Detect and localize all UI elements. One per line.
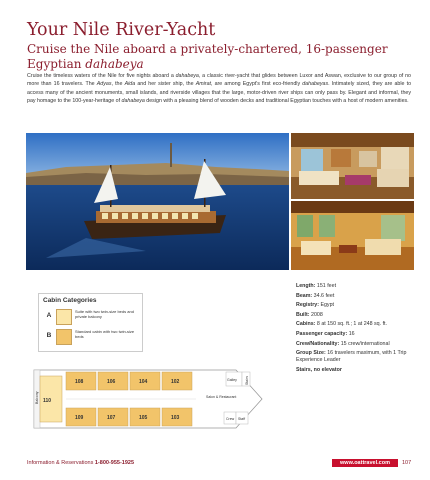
spec-value: 16 travelers maximum, with 1 Trip Experience Leader	[296, 350, 407, 364]
crew-label: Crew	[226, 417, 235, 421]
balcony-label: Balcony	[35, 391, 39, 404]
website-link[interactable]: www.oattravel.com	[332, 459, 398, 467]
spec-item	[296, 321, 414, 328]
spec-value: Egypt	[318, 302, 334, 309]
cabin-number: 106	[107, 379, 116, 385]
spec-value: 16	[347, 330, 355, 337]
deck-diagram	[26, 368, 266, 430]
intro-em: Adyas	[96, 81, 112, 88]
intro-text: . Intimately sized, they are able to access many of the ancient monuments, small islands, and riverside villages that the large, motor-driven river ships can only pass by. Elegant and informal, they pay homage to the 100-year-heritage of	[27, 81, 412, 104]
reservations-label: Information & Reservations	[27, 460, 95, 466]
phone-number[interactable]: 1-800-955-1925	[94, 460, 135, 466]
legend-item-a	[43, 308, 139, 324]
page-title: Your Nile River-Yacht	[27, 20, 216, 40]
spec-label: Built:	[296, 311, 310, 318]
spec-value: 34.6 feet	[312, 292, 335, 299]
intro-em: Amirat	[195, 81, 211, 88]
legend-swatch-b	[56, 329, 72, 345]
spec-label: Group Size:	[296, 350, 326, 357]
cabin-number: 109	[75, 415, 84, 421]
spec-label: Passenger capacity:	[296, 330, 348, 337]
spec-label: Length:	[296, 283, 316, 289]
legend-letter: A	[46, 312, 52, 319]
legend-title: Cabin Categories	[43, 297, 97, 304]
legend-item-b	[43, 328, 139, 344]
intro-text: and her sister ship, the	[135, 81, 196, 88]
spec-value: 2008	[309, 311, 323, 318]
spec-value: 151 feet	[315, 283, 337, 289]
spec-item	[296, 367, 414, 374]
cabin-number: 105	[139, 415, 148, 421]
intro-em: dahabeya	[121, 97, 145, 104]
legend-swatch-a	[56, 309, 72, 325]
spec-label: Cabins:	[296, 321, 316, 328]
ship-specs	[296, 283, 414, 376]
spec-value: 8 at 150 sq. ft.; 1 at 248 sq. ft.	[315, 321, 387, 328]
cabin-number: 107	[107, 415, 116, 421]
subtitle-emphasis: dahabeya	[85, 56, 144, 71]
spec-label: Registry:	[296, 302, 319, 309]
legend-desc: Standard cabin with two twin-size beds	[75, 329, 135, 339]
intro-text: , are among Egypt's first eco-friendly	[211, 81, 303, 88]
spec-value: 15 crew/international	[339, 340, 390, 347]
page-number: 107	[402, 460, 412, 466]
spec-item	[296, 312, 414, 319]
salon-label: Salon & Restaurant	[206, 395, 237, 399]
cabin-number: 104	[139, 379, 148, 385]
spec-item	[296, 283, 414, 290]
page-subtitle	[27, 42, 407, 71]
cabin-number: 108	[75, 379, 84, 385]
spec-item	[296, 331, 414, 338]
intro-em: dahabeyas	[302, 81, 329, 88]
cabin-number: 102	[171, 379, 180, 385]
subtitle-text: Cruise the Nile aboard a privately-chartered, 16-passenger Egyptian	[27, 42, 388, 71]
galley-label: Galley	[227, 378, 237, 382]
spec-label: Stairs, no elevator	[296, 366, 342, 373]
spec-item	[296, 350, 414, 364]
spec-item	[296, 293, 414, 300]
staff-label: Staff	[238, 417, 246, 421]
intro-text: Cruise the timeless waters of the Nile for five nights aboard a	[27, 73, 176, 79]
spec-item	[296, 302, 414, 309]
legend-desc: Suite with two twin-size beds and private balcony	[75, 309, 134, 319]
legend-letter: B	[46, 332, 52, 339]
cabin-number: 103	[171, 415, 180, 421]
spec-item	[296, 341, 414, 348]
spec-label: Crew/Nationality:	[296, 340, 340, 347]
spec-label: Beam:	[296, 292, 313, 299]
stairs-label: Stairs	[245, 376, 249, 385]
cabin-interior-photo	[291, 133, 414, 199]
salon-interior-photo	[291, 201, 414, 270]
intro-paragraph	[27, 72, 411, 105]
dahabeya-photo	[26, 133, 289, 270]
deck-plan	[26, 283, 289, 443]
cabin-number: 110	[43, 398, 52, 404]
intro-text: , the	[111, 81, 125, 88]
intro-text: design with a pleasing blend of wooden decks and traditional Egyptian touches with a host of modern amenities.	[144, 97, 409, 104]
intro-em: Aida	[124, 81, 136, 88]
cabin-legend	[38, 293, 143, 352]
intro-em: dahabeya	[175, 73, 199, 79]
intro-text: , a classic river-yacht that glides between Luxor and Aswan, exclusive to our group of no more than 16 travelers. The	[27, 73, 411, 88]
reservations-info	[27, 460, 134, 466]
